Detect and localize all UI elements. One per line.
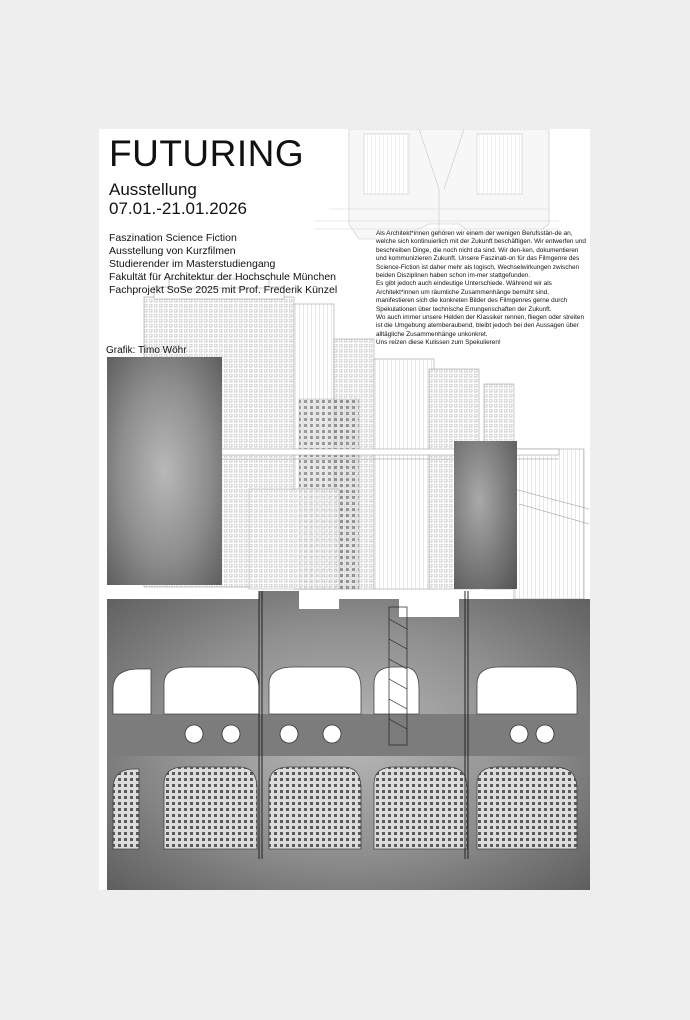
- underground-section: [107, 591, 590, 890]
- poster-subtitle-block: [109, 180, 247, 218]
- info-line: Faszination Science Fiction: [109, 232, 237, 244]
- exhibition-dates: 07.01.-21.01.2026: [109, 199, 248, 218]
- poster-title: FUTURING: [109, 133, 305, 174]
- body-text: [376, 230, 586, 348]
- info-line: Ausstellung von Kurzfilmen: [109, 245, 236, 257]
- top-tower: [314, 129, 559, 239]
- graphic-credit: Grafik: Timo Wöhr: [106, 345, 187, 356]
- body-paragraph: Als Architekt*innen gehören wir einem der wenigen Berufsstän-de an, welche sich kontinuierlich mit der Zukunft beschäftigen. Wir entwerfen und beschreiben Dinge, die noch nicht da sind. Wir den-ken, dokumentieren und kommunizieren Zukunft. Unsere Faszinati-on für das Filmgenre des Science-Fiction ist daher mehr als logisch, Wechselwirkungen zwischen beiden Disziplinen haben schon im-mer stattgefunden.: [376, 230, 586, 280]
- body-paragraph: Uns reizen diese Kulissen zum Spekulieren!: [376, 339, 501, 347]
- body-paragraph: Wo auch immer unsere Helden der Klassiker rennen, fliegen oder streiten ist die Umgebung atemberaubend, bleibt jedoch bei den Aussagen über alltägliche Zusammenhänge unkonkret.: [376, 314, 585, 338]
- concrete-block-right: [454, 441, 517, 589]
- info-block: [109, 232, 337, 297]
- body-paragraph: Es gibt jedoch auch eindeutige Unterschiede. Während wir als Architekt*innen um räumliche Zusammenhänge bemüht sind, manifestieren sich die konkreten Bilder des Filmgenres gerne durch Spekulationen über technische Errungenschaften der Zukunft.: [376, 280, 568, 313]
- info-line: Studierender im Masterstudiengang: [109, 258, 276, 270]
- poster: [99, 129, 590, 890]
- concrete-block-left: [107, 357, 222, 585]
- exhibition-label: Ausstellung: [109, 180, 197, 199]
- info-line: Fachprojekt SoSe 2025 mit Prof. Frederik Künzel: [109, 284, 338, 296]
- info-line: Fakultät für Architektur der Hochschule München: [109, 271, 337, 283]
